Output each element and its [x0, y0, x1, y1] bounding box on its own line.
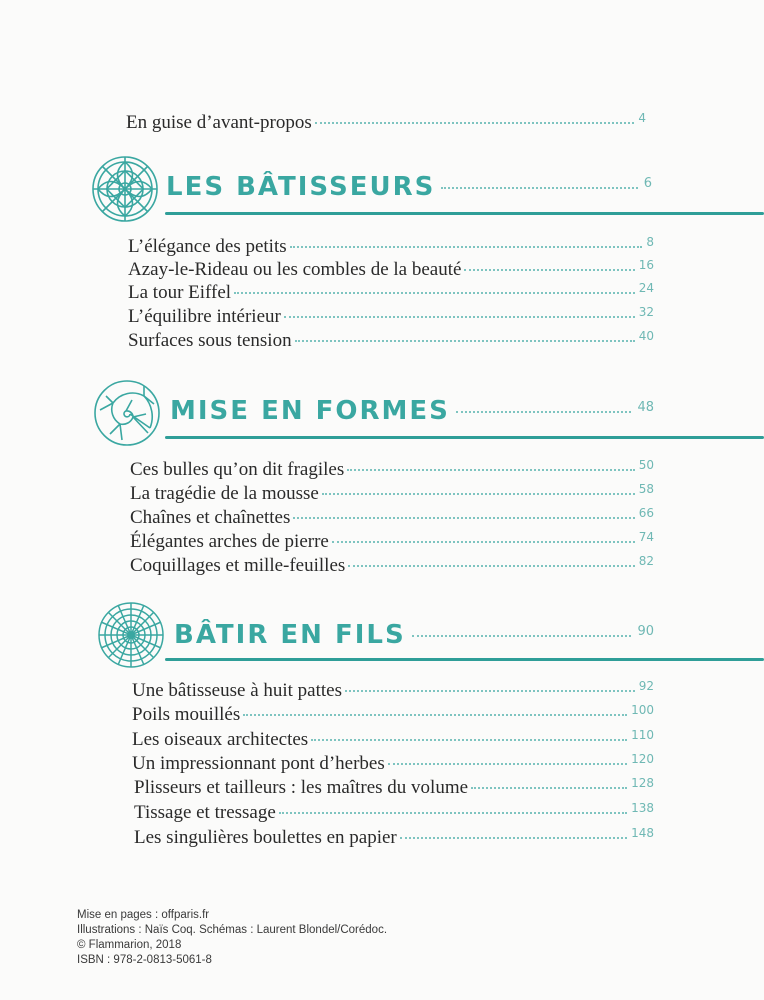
entry-page: 148 — [631, 826, 654, 840]
entry-page: 66 — [638, 506, 654, 520]
entry-label: Les oiseaux architectes — [132, 729, 309, 750]
toc-entry[interactable] — [130, 553, 654, 579]
dot-leader — [412, 634, 632, 637]
dot-leader — [464, 268, 634, 271]
entry-page: 40 — [638, 329, 654, 343]
section-header-batir-en-fils[interactable] — [174, 620, 654, 660]
section-page: 90 — [637, 624, 654, 639]
toc-entry[interactable] — [134, 775, 654, 801]
dot-leader — [471, 786, 627, 789]
entry-label: Ces bulles qu’on dit fragiles — [130, 459, 345, 480]
dot-leader — [347, 468, 634, 471]
entry-page: 100 — [631, 703, 654, 717]
colophon — [77, 908, 387, 968]
entry-label: En guise d’avant-propos — [126, 112, 312, 133]
entry-label: L’équilibre intérieur — [128, 306, 281, 327]
toc-entry[interactable] — [134, 825, 654, 851]
entry-page: 128 — [631, 776, 654, 790]
section-divider — [165, 212, 764, 215]
dot-leader — [293, 516, 634, 519]
entry-label: Un impressionnant pont d’herbes — [132, 753, 385, 774]
section-title: MISE EN FORMES — [170, 396, 450, 426]
dot-leader — [322, 492, 635, 495]
dot-leader — [315, 121, 635, 124]
entry-page: 110 — [631, 728, 654, 742]
section-page: 6 — [643, 176, 652, 191]
entry-page: 8 — [646, 235, 654, 249]
entry-page: 4 — [638, 111, 646, 125]
entry-page: 138 — [631, 801, 654, 815]
entry-label: La tour Eiffel — [128, 282, 232, 303]
toc-entry[interactable] — [130, 529, 654, 555]
entry-label: Plisseurs et tailleurs : les maîtres du volume — [134, 777, 469, 798]
spider-web-icon — [96, 600, 166, 670]
toc-entry[interactable] — [128, 304, 654, 330]
entry-page: 16 — [638, 258, 654, 272]
dot-leader — [234, 291, 635, 294]
entry-page: 50 — [638, 458, 654, 472]
toc-entry[interactable] — [130, 505, 654, 531]
toc-entry[interactable] — [132, 678, 654, 704]
entry-label: L’élégance des petits — [128, 236, 287, 257]
entry-label: Coquillages et mille-feuilles — [130, 555, 346, 576]
credit-isbn: ISBN : 978-2-0813-5061-8 — [77, 954, 212, 966]
entry-page: 92 — [638, 679, 654, 693]
toc-entry[interactable] — [130, 457, 654, 483]
dot-leader — [348, 564, 634, 567]
entry-page: 82 — [638, 554, 654, 568]
entry-label: Surfaces sous tension — [128, 330, 292, 351]
section-divider — [165, 658, 764, 661]
entry-label: Azay-le-Rideau ou les combles de la beauté — [128, 259, 462, 280]
credit-illustrations: Illustrations : Naïs Coq. Schémas : Laurent Blondel/Corédoc. — [77, 924, 388, 936]
entry-page: 58 — [638, 482, 654, 496]
toc-entry[interactable] — [132, 751, 654, 777]
entry-page: 24 — [638, 281, 654, 295]
dot-leader — [332, 540, 635, 543]
entry-label: Tissage et tressage — [134, 802, 276, 823]
dot-leader — [441, 186, 637, 189]
toc-entry[interactable] — [134, 800, 654, 826]
dot-leader — [400, 836, 627, 839]
entry-label: Élégantes arches de pierre — [130, 531, 329, 552]
entry-label: Les singulières boulettes en papier — [134, 827, 397, 848]
toc-entry[interactable] — [128, 328, 654, 354]
toc-entry[interactable] — [132, 727, 654, 753]
dot-leader — [456, 410, 632, 413]
dot-leader — [311, 738, 627, 741]
entry-page: 120 — [631, 752, 654, 766]
entry-label: Une bâtisseuse à huit pattes — [132, 680, 343, 701]
section-header-mise-en-formes[interactable] — [170, 396, 654, 436]
entry-label: Poils mouillés — [132, 704, 241, 725]
section-title: LES BÂTISSEURS — [166, 172, 436, 202]
dot-leader — [290, 245, 643, 248]
toc-entry[interactable] — [130, 481, 654, 507]
credit-copyright: © Flammarion, 2018 — [77, 939, 182, 951]
credit-layout: Mise en pages : offparis.fr — [77, 909, 210, 921]
dot-leader — [279, 811, 627, 814]
section-header-batisseurs[interactable] — [166, 172, 652, 212]
toc-entry[interactable] — [132, 702, 654, 728]
dot-leader — [388, 762, 627, 765]
rose-window-icon — [90, 154, 160, 224]
section-divider — [165, 436, 764, 439]
dot-leader — [345, 689, 635, 692]
toc-entry-intro[interactable] — [126, 110, 646, 136]
entry-page: 32 — [638, 305, 654, 319]
dot-leader — [284, 315, 635, 318]
nautilus-shell-icon — [92, 378, 162, 448]
dot-leader — [295, 339, 635, 342]
toc-entry[interactable] — [128, 280, 654, 306]
entry-label: Chaînes et chaînettes — [130, 507, 291, 528]
entry-label: La tragédie de la mousse — [130, 483, 319, 504]
entry-page: 74 — [638, 530, 654, 544]
dot-leader — [243, 713, 627, 716]
section-title: BÂTIR EN FILS — [174, 620, 406, 650]
section-page: 48 — [637, 400, 654, 415]
